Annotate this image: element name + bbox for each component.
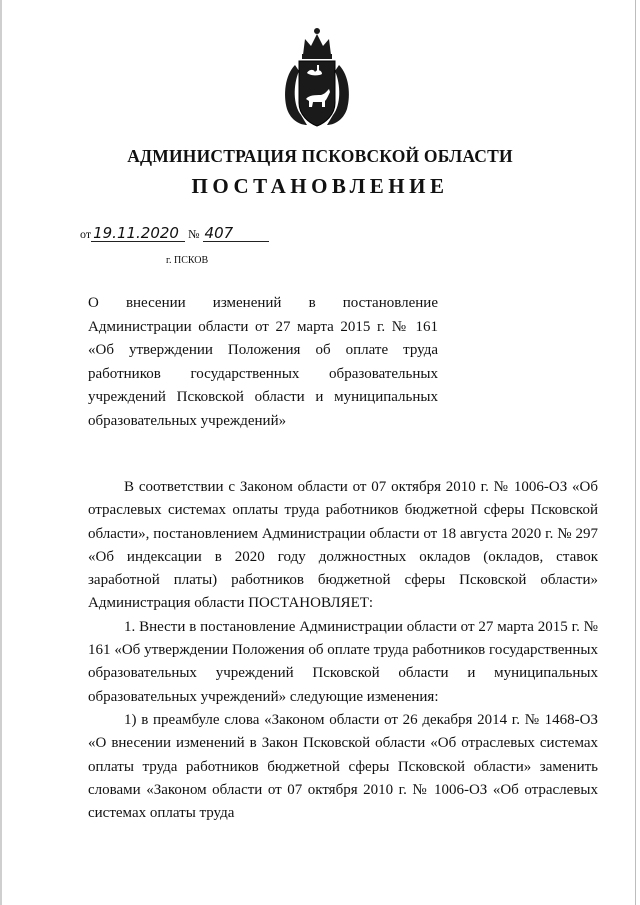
- city-label: г. ПСКОВ: [166, 255, 209, 266]
- preamble-paragraph: В соответствии с Законом области от 07 октября 2010 г. № 1006-ОЗ «Об отраслевых системах оплаты труда работников бюджетной сферы Псковской области», постановлением Администрации области от 18 августа 2020 г. № 297 «Об индексации в 2020 году должностных окладов (окладов, ставок заработной платы) работников бюджетной сферы Псковской области» Администрация области ПОСТАНОВЛЯЕТ:: [88, 479, 598, 612]
- organization-name: АДМИНИСТРАЦИЯ ПСКОВСКОЙ ОБЛАСТИ: [127, 146, 513, 166]
- handwritten-number: 407: [203, 225, 269, 242]
- item-1-paragraph: 1. Внести в постановление Администрации области от 27 марта 2015 г. № 161 «Об утверждении Положения об оплате труда работников государственных образовательных учреждений Псковской области и муниципальных образовательных учреждений» следующие изменения:: [88, 618, 598, 705]
- date-number-line: [80, 225, 269, 242]
- scan-edge-right: [635, 0, 636, 905]
- number-prefix: №: [188, 227, 200, 241]
- document-body: [88, 476, 598, 825]
- handwritten-date: 19.11.2020: [91, 225, 185, 242]
- item-1-1-paragraph: 1) в преамбуле слова «Законом области от 26 декабря 2014 г. № 1468-ОЗ «О внесении изменений в Закон Псковской области «Об отраслевых системах оплаты труда работников бюджетной сферы Псковской области» заменить словами «Законом области от 07 октября 2010 г. № 1006-ОЗ «Об отраслевых системах оплаты труда: [88, 711, 598, 822]
- coat-of-arms-emblem: [281, 25, 353, 131]
- date-prefix: от: [80, 227, 92, 241]
- document-subject: О внесении изменений в постановление Администрации области от 27 марта 2015 г. № 161 «Об утверждении Положения об оплате труда работников государственных образовательных учреждений Псковской области и муниципальных образовательных учреждений»: [88, 295, 438, 429]
- document-type-title: ПОСТАНОВЛЕНИЕ: [191, 174, 449, 198]
- scan-edge-left: [0, 0, 2, 905]
